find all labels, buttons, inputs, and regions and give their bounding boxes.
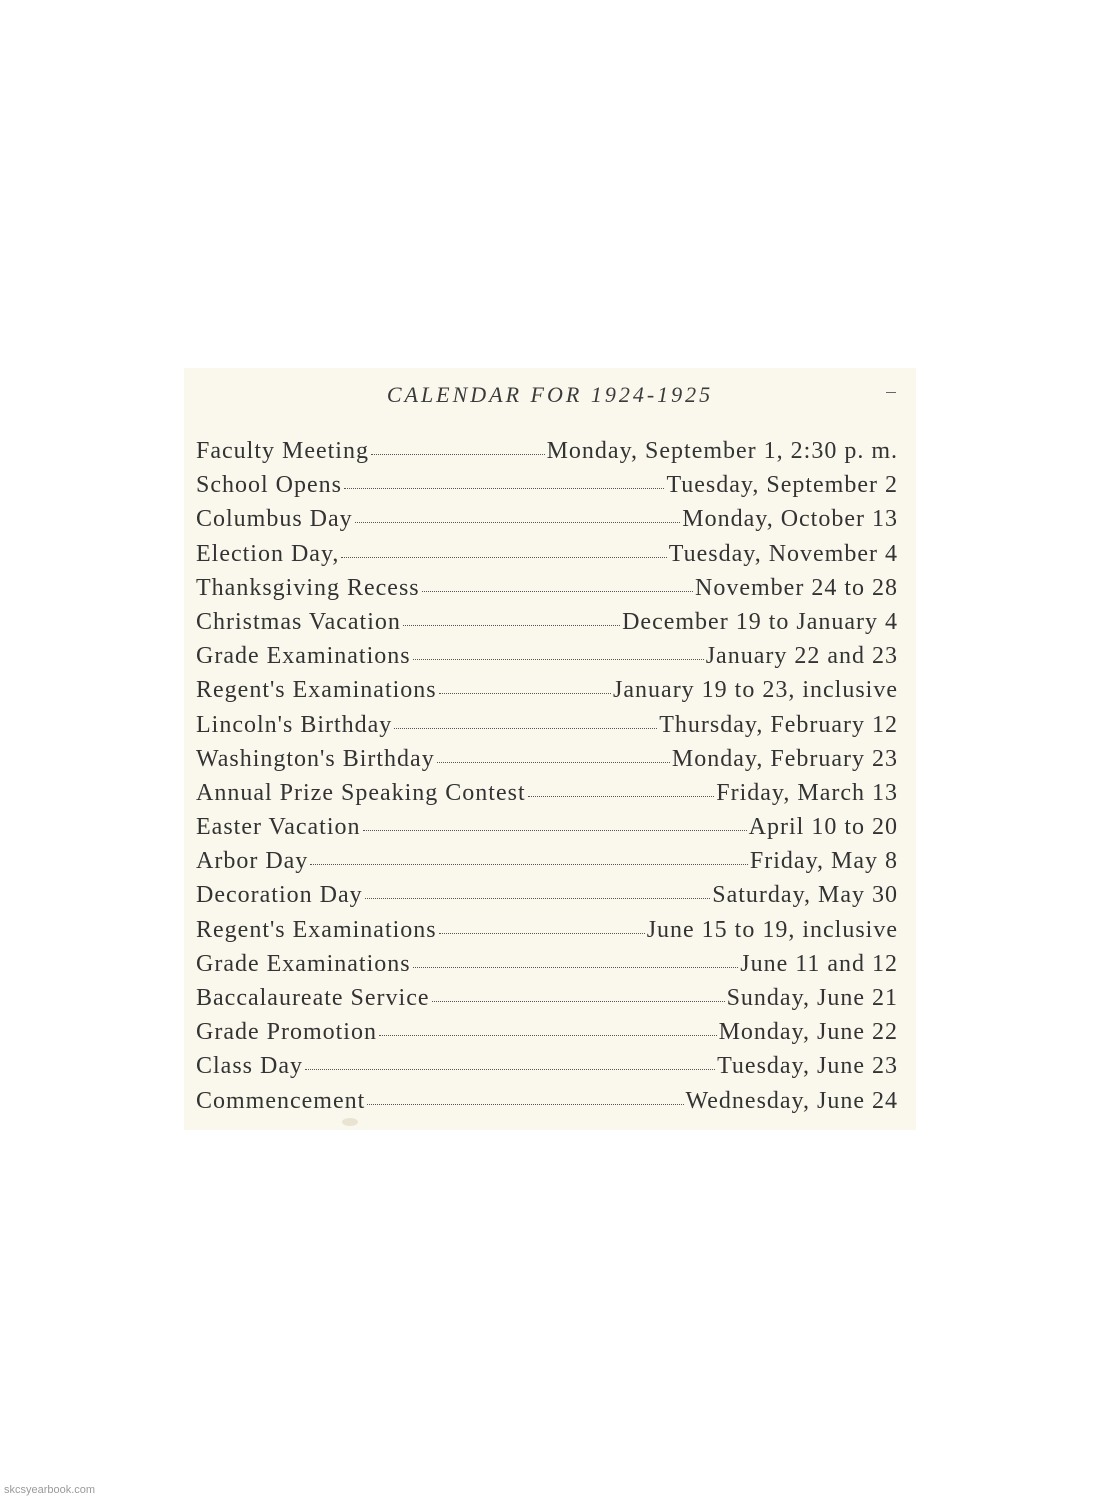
event-date: December 19 to January 4 — [622, 608, 898, 635]
dot-leader — [341, 557, 666, 558]
event-date: Wednesday, June 24 — [685, 1087, 898, 1114]
dot-leader — [363, 830, 747, 831]
dot-leader — [310, 864, 748, 865]
calendar-entry — [196, 1088, 898, 1122]
calendar-entry — [196, 643, 898, 677]
calendar-entry — [196, 1019, 898, 1053]
dot-leader — [365, 898, 711, 899]
event-name: Lincoln's Birthday — [196, 711, 393, 738]
calendar-entry — [196, 917, 898, 951]
event-name: Grade Examinations — [196, 643, 411, 670]
dot-leader — [379, 1035, 717, 1036]
event-date: January 22 and 23 — [705, 643, 898, 670]
dot-leader — [367, 1104, 683, 1105]
event-date: Tuesday, November 4 — [668, 540, 898, 567]
event-date: Monday, February 23 — [671, 745, 898, 772]
event-date: Monday, September 1, 2:30 p. m. — [546, 438, 898, 464]
event-name: Washington's Birthday — [196, 745, 435, 772]
paper-smudge — [342, 1118, 358, 1126]
dot-leader — [403, 625, 620, 626]
event-date: Monday, June 22 — [718, 1019, 898, 1046]
calendar-entry — [196, 848, 898, 882]
event-date: June 11 and 12 — [740, 950, 898, 977]
event-name: Regent's Examinations — [196, 916, 437, 943]
event-date: Sunday, June 21 — [726, 985, 898, 1011]
calendar-entry — [196, 985, 898, 1019]
dot-leader — [422, 591, 693, 592]
event-name: School Opens — [196, 472, 342, 499]
dot-leader — [344, 488, 664, 489]
dot-leader — [432, 1001, 725, 1002]
event-date: Tuesday, June 23 — [717, 1053, 898, 1080]
calendar-entry — [196, 677, 898, 711]
scanned-page — [184, 368, 916, 1130]
event-name: Grade Examinations — [196, 950, 411, 977]
event-name: Annual Prize Speaking Contest — [196, 779, 526, 806]
calendar-entry — [196, 951, 898, 985]
event-name: Thanksgiving Recess — [196, 574, 420, 601]
calendar-entry — [196, 506, 898, 540]
event-date: Monday, October 13 — [682, 506, 898, 533]
event-name: Faculty Meeting — [196, 438, 369, 464]
event-date: November 24 to 28 — [695, 574, 898, 601]
event-date: Saturday, May 30 — [712, 882, 898, 909]
calendar-entry — [196, 438, 898, 472]
calendar-entry — [196, 541, 898, 575]
event-name: Christmas Vacation — [196, 608, 401, 635]
corner-mark — [886, 392, 896, 393]
event-date: Friday, May 8 — [749, 848, 898, 875]
event-name: Commencement — [196, 1087, 366, 1114]
event-name: Columbus Day — [196, 506, 353, 533]
event-date: Tuesday, September 2 — [666, 472, 898, 499]
dot-leader — [355, 522, 681, 523]
event-name: Decoration Day — [196, 882, 363, 909]
event-date: January 19 to 23, inclusive — [613, 677, 898, 704]
calendar-entry — [196, 882, 898, 916]
event-date: April 10 to 20 — [748, 814, 898, 841]
calendar-entry — [196, 575, 898, 609]
event-name: Class Day — [196, 1053, 303, 1080]
dot-leader — [439, 933, 645, 934]
dot-leader — [394, 728, 657, 729]
calendar-entry — [196, 746, 898, 780]
event-name: Election Day, — [196, 540, 340, 567]
calendar-entry — [196, 609, 898, 643]
event-name: Grade Promotion — [196, 1019, 377, 1046]
event-name: Easter Vacation — [196, 814, 361, 841]
dot-leader — [439, 693, 611, 694]
calendar-entry — [196, 712, 898, 746]
event-name: Arbor Day — [196, 848, 309, 875]
calendar-entry — [196, 1053, 898, 1087]
dot-leader — [528, 796, 715, 797]
dot-leader — [305, 1069, 715, 1070]
calendar-entry — [196, 780, 898, 814]
event-date: June 15 to 19, inclusive — [646, 916, 898, 943]
event-name: Regent's Examinations — [196, 677, 437, 704]
calendar-entry — [196, 472, 898, 506]
event-date: Friday, March 13 — [716, 779, 898, 806]
dot-leader — [437, 762, 670, 763]
calendar-entry — [196, 814, 898, 848]
calendar-title: CALENDAR FOR 1924-1925 — [386, 382, 714, 407]
event-date: Thursday, February 12 — [659, 711, 898, 738]
event-name: Baccalaureate Service — [196, 985, 430, 1011]
dot-leader — [371, 454, 545, 455]
dot-leader — [413, 967, 739, 968]
dot-leader — [413, 659, 704, 660]
calendar-entries — [196, 438, 898, 1122]
site-watermark: skcsyearbook.com — [4, 1484, 96, 1496]
